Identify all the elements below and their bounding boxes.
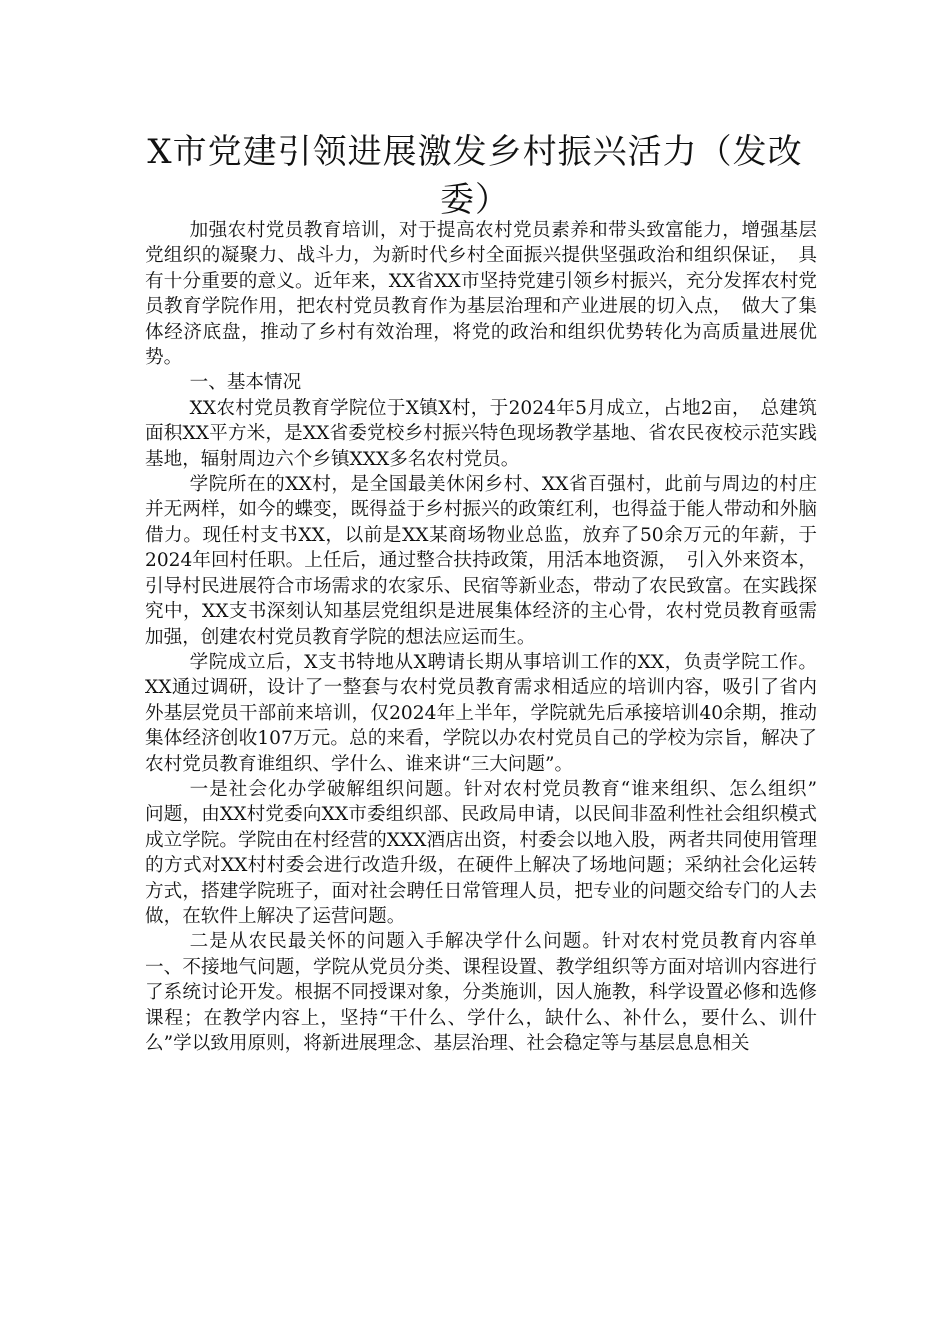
body-paragraph: 一是社会化办学破解组织问题。针对农村党员教育“谁来组织、怎么组织” 问题，由XX村党委向XX市委组织部、民政局申请，以民间非盈利性社会组织模式成立学院。学院由在村经营的XXX酒店出资，村委会以地入股，两者共同使用管理的方式对XX村村委会进行改造升级，在硬件上解决了场地问题；采纳社会化运转方式，搭建学院班子，面对社会聘任日常管理人员，把专业的问题交给专门的人去做，在软件上解决了运营问题。: [145, 778, 836, 927]
section-heading: 一、基本情况: [189, 372, 302, 394]
body-paragraph: 二是从农民最关怀的问题入手解决学什么问题。针对农村党员教育内容单一、不接地气问题，学院从党员分类、课程设置、教学组织等方面对培训内容进行了系统讨论开发。根据不同授课对象，分类施训，因人施教，科学设置必修和选修课程；在教学内容上，坚持“干什么、学什么，缺什么、补什么，要什么、训什么”学以致用原则，将新进展理念、基层治理、社会稳定等与基层息息相关: [145, 931, 817, 1054]
body-paragraph: XX农村党员教育学院位于X镇X村，于2024年5月成立，占地2亩， 总建筑面积XX平方米，是XX省委党校乡村振兴特色现场教学基地、省农民夜校示范实践基地，辐射周边六个乡镇XXX多名农村党员。: [145, 397, 817, 470]
document-body: [145, 218, 836, 1056]
intro-paragraph: 加强农村党员教育培训，对于提高农村党员素养和带头致富能力，增强基层党组织的凝聚力、战斗力，为新时代乡村全面振兴提供坚强政治和组织保证， 具有十分重要的意义。近年来，XX省XX市坚持党建引领乡村振兴，充分发挥农村党员教育学院作用，把农村党员教育作为基层治理和产业进展的切入点， 做大了集体经济底盘，推动了乡村有效治理，将党的政治和组织优势转化为高质量进展优势。: [145, 220, 817, 369]
body-paragraph: 学院成立后，X支书特地从X聘请长期从事培训工作的XX，负责学院工作。XX通过调研，设计了一整套与农村党员教育需求相适应的培训内容，吸引了省内外基层党员干部前来培训，仅2024年上半年，学院就先后承接培训40余期，推动集体经济创收107万元。总的来看，学院以办农村党员自己的学校为宗旨，解决了农村党员教育谁组织、学什么、谁来讲“三大问题”。: [145, 651, 817, 775]
body-paragraph: 学院所在的XX村，是全国最美休闲乡村、XX省百强村，此前与周边的村庄并无两样，如今的蝶变，既得益于乡村振兴的政策红利，也得益于能人带动和外脑借力。现任村支书XX，以前是XX某商场物业总监，放弃了50余万元的年薪，于2024年回村任职。上任后，通过整合扶持政策，用活本地资源， 引入外来资本，引导村民进展符合市场需求的农家乐、民宿等新业态，带动了农民致富。在实践探究中，XX支书深刻认知基层党组织是进展集体经济的主心骨，农村党员教育亟需加强，创建农村党员教育学院的想法应运而生。: [145, 474, 817, 648]
document-title: X市党建引领进展激发乡村振兴活力（发改委）: [147, 132, 803, 220]
